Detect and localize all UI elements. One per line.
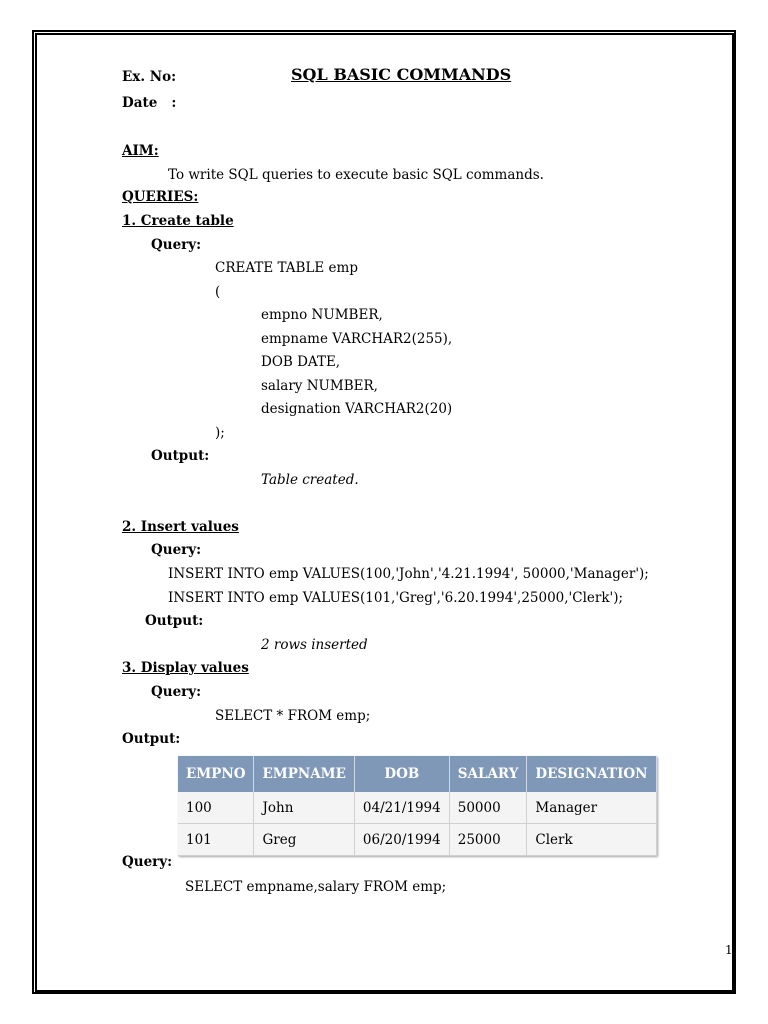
code-line: CREATE TABLE emp bbox=[215, 260, 358, 276]
section2-query-label: Query: bbox=[151, 542, 202, 558]
section3-heading: 3. Display values bbox=[122, 660, 249, 676]
results-table bbox=[178, 756, 657, 856]
code-line: designation VARCHAR2(20) bbox=[261, 401, 453, 417]
queries-heading: QUERIES: bbox=[122, 189, 199, 205]
table-cell: 50000 bbox=[449, 792, 527, 824]
section1-output-label: Output: bbox=[151, 448, 210, 464]
section2-heading: 2. Insert values bbox=[122, 519, 239, 535]
column-header: DOB bbox=[354, 756, 449, 792]
code-line: DOB DATE, bbox=[261, 354, 341, 370]
table-cell: Clerk bbox=[527, 824, 656, 856]
column-header: EMPNO bbox=[178, 756, 254, 792]
section1-query-label: Query: bbox=[151, 237, 202, 253]
code-line: INSERT INTO emp VALUES(100,'John','4.21.1994', 50000,'Manager'); bbox=[168, 566, 649, 582]
section2-output-label: Output: bbox=[145, 613, 204, 629]
section3-query-label: Query: bbox=[151, 684, 202, 700]
code-line: empname VARCHAR2(255), bbox=[261, 331, 453, 347]
table-row bbox=[178, 824, 656, 856]
column-header: DESIGNATION bbox=[527, 756, 656, 792]
table-cell: 100 bbox=[178, 792, 254, 824]
table-row bbox=[178, 792, 656, 824]
column-header: EMPNAME bbox=[254, 756, 354, 792]
code-line: ( bbox=[215, 284, 221, 300]
table-cell: 06/20/1994 bbox=[354, 824, 449, 856]
section3-query2-label: Query: bbox=[122, 854, 173, 870]
date-label: Date : bbox=[122, 95, 177, 111]
section2-output-text: 2 rows inserted bbox=[261, 637, 368, 653]
table-cell: 25000 bbox=[449, 824, 527, 856]
table-cell: 04/21/1994 bbox=[354, 792, 449, 824]
table-cell: Greg bbox=[254, 824, 354, 856]
table-cell: 101 bbox=[178, 824, 254, 856]
section3-output-label: Output: bbox=[122, 731, 181, 747]
code-line: salary NUMBER, bbox=[261, 378, 378, 394]
section1-output-text: Table created. bbox=[261, 472, 359, 488]
table-header-row bbox=[178, 756, 656, 792]
page-title: SQL BASIC COMMANDS bbox=[291, 65, 512, 84]
code-line: INSERT INTO emp VALUES(101,'Greg','6.20.1994',25000,'Clerk'); bbox=[168, 590, 624, 606]
code-line: SELECT empname,salary FROM emp; bbox=[185, 879, 447, 895]
code-line: SELECT * FROM emp; bbox=[215, 708, 371, 724]
table-cell: Manager bbox=[527, 792, 656, 824]
code-line: empno NUMBER, bbox=[261, 307, 383, 323]
table-cell: John bbox=[254, 792, 354, 824]
code-line: ); bbox=[215, 425, 225, 441]
aim-heading: AIM: bbox=[122, 143, 159, 159]
ex-no-label: Ex. No: bbox=[122, 69, 177, 85]
column-header: SALARY bbox=[449, 756, 527, 792]
aim-text: To write SQL queries to execute basic SQL commands. bbox=[168, 167, 544, 183]
section1-heading: 1. Create table bbox=[122, 213, 234, 229]
page-number: 1 bbox=[725, 943, 733, 957]
